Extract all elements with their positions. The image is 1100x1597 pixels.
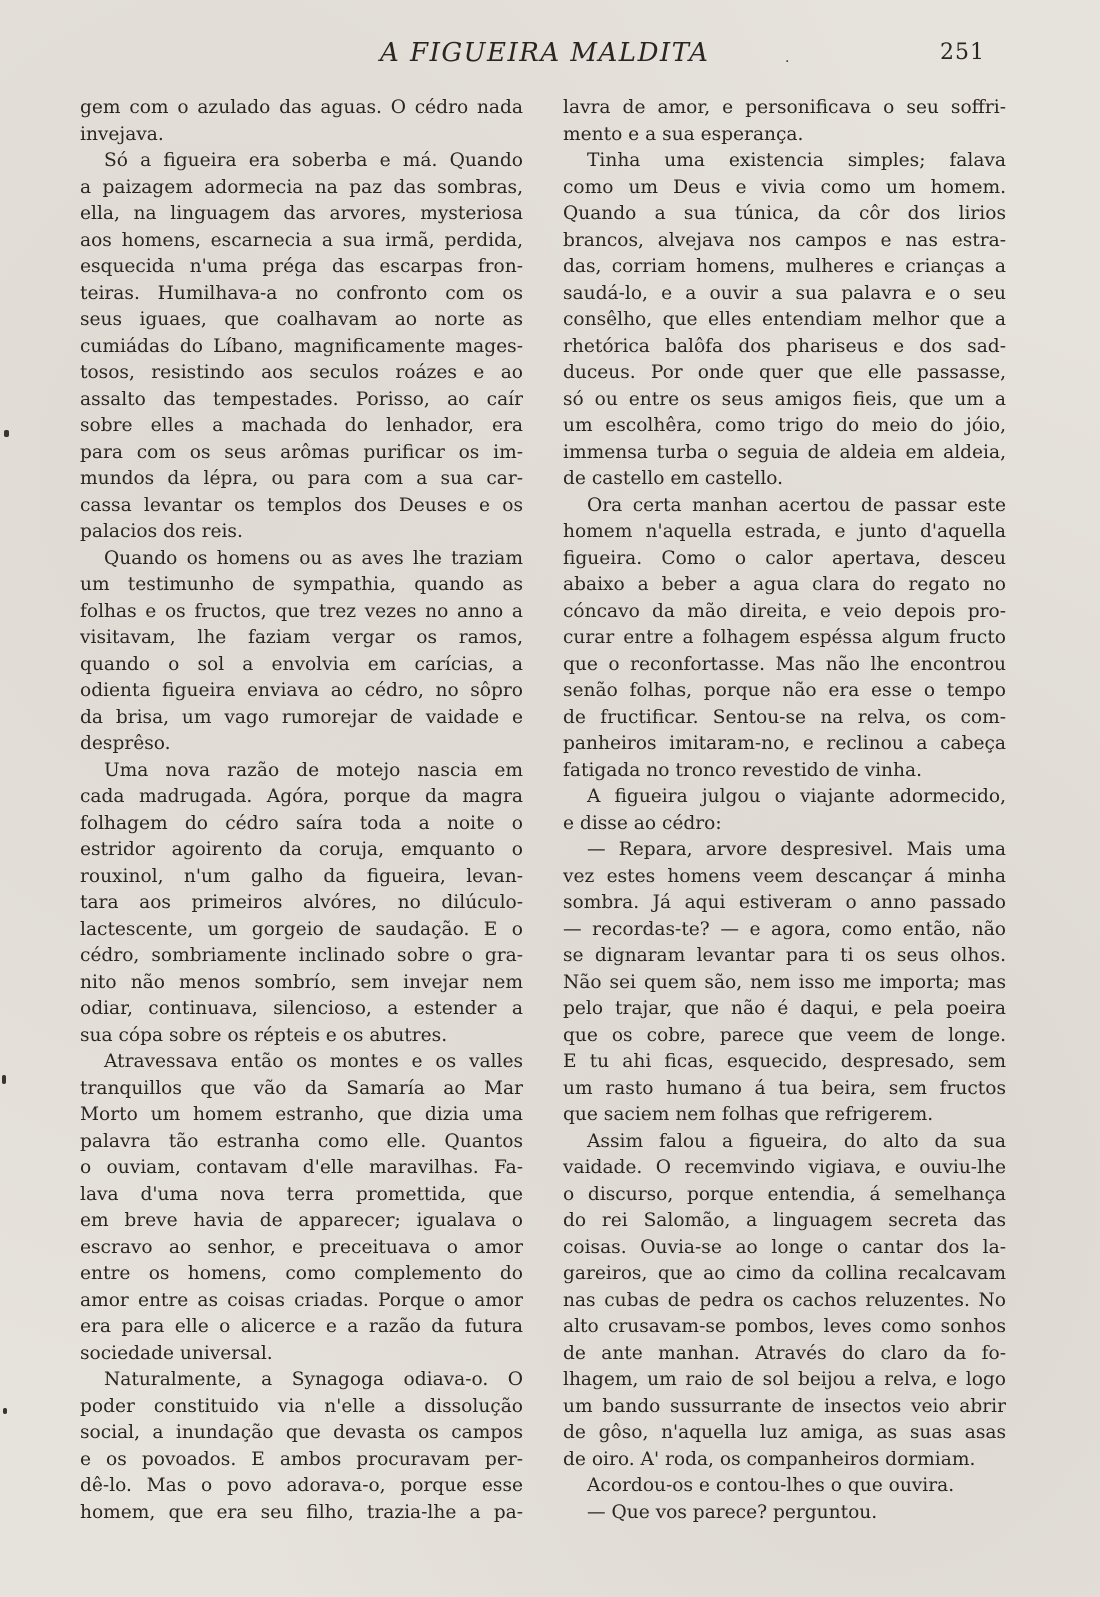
text-line: seus iguaes, que coalhavam ao norte as [80, 309, 523, 330]
text-line: dê-lo. Mas o povo adorava-o, porque esse [80, 1475, 523, 1496]
text-line: um rasto humano á tua beira, sem fructos [563, 1077, 1006, 1099]
text-line: sombra. Já aqui estiveram o anno passado [563, 892, 1006, 913]
text-line: um bando sussurrante de insectos veio abrir [563, 1395, 1006, 1417]
text-line: da brisa, um vago rumorejar de vaidade e [80, 706, 523, 728]
text-line: Uma nova razão de motejo nascia em [104, 759, 523, 781]
text-line: poder constituido via n'elle a dissolução [80, 1395, 523, 1417]
text-line: o discurso, porque entendia, á semelhança [563, 1183, 1006, 1205]
running-head [0, 38, 1100, 78]
text-line: pelo trajar, que não é daqui, e pela poeira [563, 998, 1006, 1019]
text-line: vaidade. O recemvindo vigiava, e ouviu-lhe [563, 1157, 1006, 1178]
header-dot: . [785, 50, 790, 66]
text-line: fatigada no tronco revestido de vinha. [563, 759, 922, 781]
text-line: lactescente, um gorgeio de saudação. E o [80, 918, 523, 940]
text-line: cassa levantar os templos dos Deuses e os [80, 494, 523, 516]
text-line: nas cubas de pedra os cachos reluzentes. No [563, 1289, 1006, 1311]
text-line: brancos, alvejava nos campos e nas estra- [563, 229, 1006, 251]
text-line: cada madrugada. Agóra, porque da magra [80, 786, 523, 807]
text-line: Quando a sua túnica, da côr dos lirios [563, 203, 1006, 224]
text-line: aos homens, escarnecia a sua irmã, perdida, [80, 229, 523, 251]
text-line: abaixo a beber a agua clara do regato no [563, 574, 1006, 595]
page-number: 251 [940, 40, 985, 65]
text-line: odienta figueira enviava ao cédro, no sôpro [80, 680, 523, 701]
text-line: gem com o azulado das aguas. O cédro nada [80, 97, 523, 118]
text-line: mento e a sua esperança. [563, 123, 804, 145]
text-line: de fructificar. Sentou-se na relva, os com- [563, 706, 1006, 728]
text-line: quando o sol a envolvia em carícias, a [80, 653, 523, 675]
text-line: rouxinol, n'um galho da figueira, levan- [80, 865, 523, 887]
text-line: mundos da lépra, ou para com a sua car- [80, 468, 523, 489]
text-line: saudá-lo, e a ouvir a sua palavra e o seu [563, 282, 1006, 304]
text-line: social, a inundação que devasta os campos [80, 1422, 523, 1443]
text-line: Naturalmente, a Synagoga odiava-o. O [104, 1369, 523, 1390]
text-line: que saciem nem folhas que refrigerem. [563, 1104, 934, 1125]
text-line: Tinha uma existencia simples; falava [587, 150, 1006, 171]
text-line: Ora certa manhan acertou de passar este [587, 494, 1006, 516]
text-line: que os cobre, parece que veem de longe. [563, 1024, 1006, 1046]
text-line: de castello em castello. [563, 468, 784, 489]
text-line: vez estes homens veem descançar á minha [563, 865, 1006, 887]
text-line: tranquillos que vão da Samaría ao Mar [80, 1077, 523, 1099]
text-line: só ou entre os seus amigos fieis, que um a [563, 388, 1006, 410]
text-line: um testimunho de sympathia, quando as [80, 574, 523, 595]
text-line: palacios dos reis. [80, 521, 243, 542]
margin-speck [4, 430, 9, 437]
text-line: cóncavo da mão direita, e veio depois pro- [563, 600, 1006, 622]
text-line: amor entre as coisas criadas. Porque o amor [80, 1289, 523, 1311]
text-line: ella, na linguagem das arvores, mysteriosa [80, 203, 523, 224]
text-line: alto crusavam-se pombos, leves como sonhos [563, 1316, 1006, 1337]
text-line: immensa turba o seguia de aldeia em aldeia, [563, 441, 1006, 463]
text-line: que o reconfortasse. Mas não lhe encontrou [563, 653, 1006, 675]
text-line: sua cópa sobre os répteis e os abutres. [80, 1024, 448, 1046]
text-line: de oiro. A' roda, os companheiros dormiam. [563, 1448, 976, 1470]
text-line: tara aos primeiros alvóres, no dilúculo- [80, 892, 523, 913]
text-line: duceus. Por onde quer que elle passasse, [563, 362, 1006, 383]
text-line: nito não menos sombrío, sem invejar nem [80, 971, 523, 993]
text-line: Só a figueira era soberba e má. Quando [104, 150, 523, 171]
right-column [563, 95, 1006, 1526]
text-line: folhagem do cédro saíra toda a noite o [80, 812, 523, 834]
text-line: Quando os homens ou as aves lhe traziam [104, 547, 523, 569]
text-line: folhas e os fructos, que trez vezes no anno a [80, 600, 523, 622]
text-line: para com os seus arômas purificar os im- [80, 441, 523, 463]
text-line: homem, que era seu filho, trazia-lhe a pa- [80, 1501, 523, 1523]
text-line: em breve havia de apparecer; igualava o [80, 1210, 523, 1231]
text-line: e os povoados. E ambos procuravam per- [80, 1448, 523, 1470]
text-line: de ante manhan. Através do claro da fo- [563, 1342, 1006, 1364]
text-line: assalto das tempestades. Porisso, ao caír [80, 388, 523, 410]
text-line: o ouviam, contavam d'elle maravilhas. Fa- [80, 1157, 523, 1178]
text-line: escravo ao senhor, e preceituava o amor [80, 1236, 523, 1258]
text-line: — Repara, arvore despresivel. Mais uma [587, 839, 1006, 860]
text-line: senão folhas, porque não era esse o tempo [563, 680, 1006, 701]
text-line: rhetórica balôfa dos phariseus e dos sad- [563, 335, 1006, 357]
text-line: coisas. Ouvia-se ao longe o cantar dos la- [563, 1236, 1006, 1258]
text-line: desprêso. [80, 733, 171, 754]
text-line: Acordou-os e contou-lhes o que ouvira. [587, 1475, 955, 1496]
text-line: curar entre a folhagem espéssa algum fructo [563, 627, 1006, 648]
text-line: — recordas-te? — e agora, como então, não [563, 918, 1006, 940]
text-line: Não sei quem são, nem isso me importa; mas [563, 971, 1006, 993]
text-line: palavra tão estranha como elle. Quantos [80, 1130, 523, 1152]
text-line: se dignaram levantar para ti os seus olhos. [563, 945, 1006, 966]
text-line: um escolhêra, como trigo do meio do jóio, [563, 415, 1006, 436]
text-line: lava d'uma nova terra promettida, que [80, 1183, 523, 1205]
text-line: — Que vos parece? perguntou. [587, 1501, 878, 1523]
text-line: lavra de amor, e personificava o seu soffri- [563, 97, 1006, 118]
text-line: visitavam, lhe faziam vergar os ramos, [80, 627, 523, 648]
text-line: E tu ahi ficas, esquecido, despresado, sem [563, 1051, 1006, 1072]
text-line: consêlho, que elles entendiam melhor que a [563, 309, 1006, 330]
text-line: cédro, sombriamente inclinado sobre o gra- [80, 945, 523, 966]
text-line: gareiros, que ao cimo da collina recalcavam [563, 1263, 1006, 1284]
text-line: sociedade universal. [80, 1342, 273, 1364]
running-title: A FIGUEIRA MALDITA [380, 38, 710, 68]
text-line: estridor agoirento da coruja, emquanto o [80, 839, 523, 860]
text-line: das, corriam homens, mulheres e crianças a [563, 256, 1006, 277]
margin-speck [2, 1075, 6, 1084]
text-line: do rei Salomão, a linguagem secreta das [563, 1210, 1006, 1231]
text-line: lhagem, um raio de sol beijou a relva, e logo [563, 1369, 1006, 1390]
text-line: figueira. Como o calor apertava, desceu [563, 547, 1006, 569]
text-line: invejava. [80, 123, 164, 145]
text-line: de gôso, n'aquella luz amiga, as suas asas [563, 1422, 1006, 1443]
text-line: como um Deus e vivia como um homem. [563, 176, 1006, 198]
text-line: Morto um homem estranho, que dizia uma [80, 1104, 523, 1125]
text-line: cumiádas do Líbano, magnificamente mages- [80, 335, 523, 357]
text-line: era para elle o alicerce e a razão da futura [80, 1316, 523, 1337]
text-line: Assim falou a figueira, do alto da sua [587, 1130, 1006, 1152]
text-line: e disse ao cédro: [563, 812, 722, 834]
text-line: entre os homens, como complemento do [80, 1263, 523, 1284]
text-line: Atravessava então os montes e os valles [104, 1051, 523, 1072]
text-line: esquecida n'uma préga das escarpas fron- [80, 256, 523, 277]
text-line: sobre elles a machada do lenhador, era [80, 415, 523, 436]
text-line: tosos, resistindo aos seculos roázes e ao [80, 362, 523, 383]
text-line: teiras. Humilhava-a no confronto com os [80, 282, 523, 304]
text-line: homem n'aquella estrada, e junto d'aquella [563, 521, 1006, 542]
text-line: odiar, continuava, silencioso, a estender a [80, 998, 523, 1019]
left-column [80, 95, 523, 1526]
margin-speck [3, 1408, 7, 1414]
text-line: a paizagem adormecia na paz das sombras, [80, 176, 523, 198]
text-line: A figueira julgou o viajante adormecido, [587, 786, 1006, 807]
text-line: panheiros imitaram-no, e reclinou a cabeça [563, 733, 1006, 754]
